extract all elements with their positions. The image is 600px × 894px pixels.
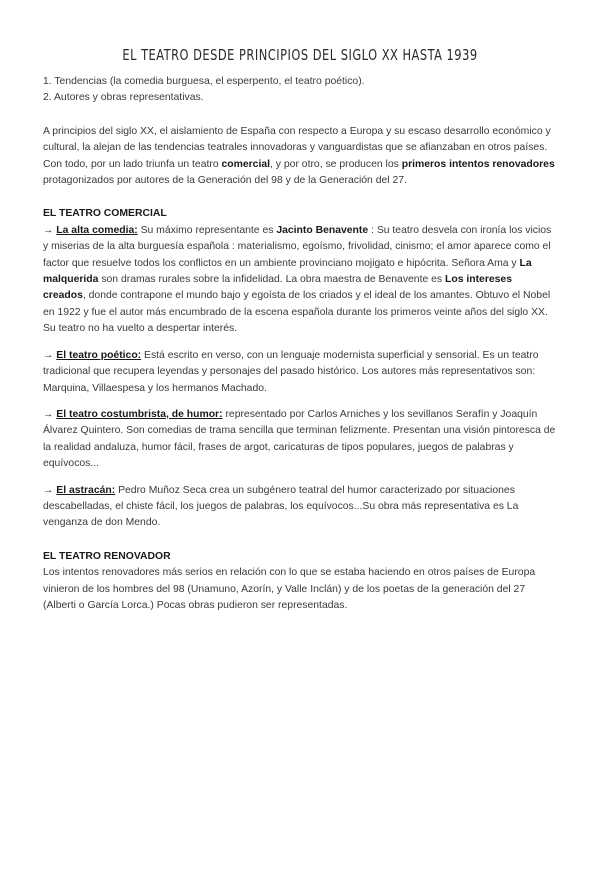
paragraph-text: , donde contrapone el mundo bajo y egoísta de los criados y el ideal de los amantes. Obtuvo el Nobel en 1922 y fue el autor más encumbrado de la escena española durante los primeros veinte años del siglo XX. Su teatro no ha vuelto a despertar interés. [43, 290, 551, 335]
document-page [0, 46, 600, 894]
paragraph-astracan [43, 483, 557, 532]
intro-paragraph [43, 124, 557, 190]
page-title: EL TEATRO DESDE PRINCIPIOS DEL SIGLO XX HASTA 1939 [122, 46, 478, 64]
intro-text: protagonizados por autores de la Generación del 98 y de la Generación del 27. [43, 175, 407, 187]
bold-text: Jacinto Benavente [276, 224, 369, 236]
outline-item: 1. Tendencias (la comedia burguesa, el esperpento, el teatro poético). [43, 76, 365, 87]
arrow-icon: → [43, 484, 57, 496]
paragraph-alta-comedia [43, 223, 557, 338]
term-label: La alta comedia: [56, 224, 138, 236]
arrow-icon: → [43, 224, 57, 236]
paragraph-text: representado por Carlos Arniches y los sevillanos Serafín y Joaquín Álvarez Quintero. Son comedias de trama sencilla que terminan felizmente. Presentan una visión pintoresca de la realidad andaluza, humor fácil, frases de argot, caricaturas de tipos populares, juegos de palabras y equívocos... [43, 408, 556, 470]
paragraph-text: : Su teatro desvela con ironía los vicios y miserias de la alta burguesía española : materialismo, egoísmo, frivolidad, cinismo; el amor aparece como el factor que resuelve todos los conflictos en un ambiente provinciano mojigato e hipócrita. Señora Ama y [43, 224, 552, 269]
paragraph-renovador: Los intentos renovadores más serios en relación con lo que se estaba haciendo en otros países de Europa vinieron de los hombres del 98 (Unamuno, Azorín, y Valle Inclán) y de los poetas de la generación del 27 (Alberti o García Lorca.) Pocas obras pudieron ser representadas. [43, 567, 536, 611]
paragraph-teatro-costumbrista [43, 407, 557, 473]
term-label: El teatro poético: [56, 349, 142, 361]
section-heading-renovador: EL TEATRO RENOVADOR [43, 550, 171, 562]
outline-list [43, 74, 557, 107]
intro-bold: primeros intentos renovadores [401, 158, 555, 170]
paragraph-text: Su máximo representante es [137, 224, 277, 236]
paragraph-text: son dramas rurales sobre la infidelidad. La obra maestra de Benavente es [98, 274, 445, 286]
section-heading-comercial: EL TEATRO COMERCIAL [43, 208, 167, 220]
bold-text: Los intereses creados [43, 274, 512, 302]
intro-text: , y por otro, se producen los [270, 158, 402, 170]
arrow-icon: → [43, 408, 57, 420]
paragraph-teatro-poetico [43, 348, 557, 397]
paragraph-text: Pedro Muñoz Seca crea un subgénero teatral del humor caracterizado por situaciones descabelladas, el chiste fácil, los juegos de palabras, los equívocos...Su obra más representativa es La venganza de don Mendo. [43, 484, 519, 529]
arrow-icon: → [43, 349, 57, 361]
intro-text: A principios del siglo XX, el aislamiento de España con respecto a Europa y su escaso desarrollo económico y cultural, la alejan de las tendencias teatrales innovadoras y vanguardistas que se afianzaban en otros países. Con todo, por un lado triunfa un teatro [43, 125, 551, 170]
term-label: El astracán: [56, 484, 116, 496]
bold-text: La malquerida [43, 257, 532, 286]
outline-item: 2. Autores y obras representativas. [43, 92, 204, 104]
intro-bold: comercial [221, 158, 271, 170]
paragraph-text: Está escrito en verso, con un lenguaje modernista superficial y sensorial. Es un teatro tradicional que recupera leyendas y personajes del pasado histórico. Los autores más representativos son: Marquina, Villaespesa y los hermanos Machado. [43, 349, 539, 394]
term-label: El teatro costumbrista, de humor: [56, 408, 223, 420]
